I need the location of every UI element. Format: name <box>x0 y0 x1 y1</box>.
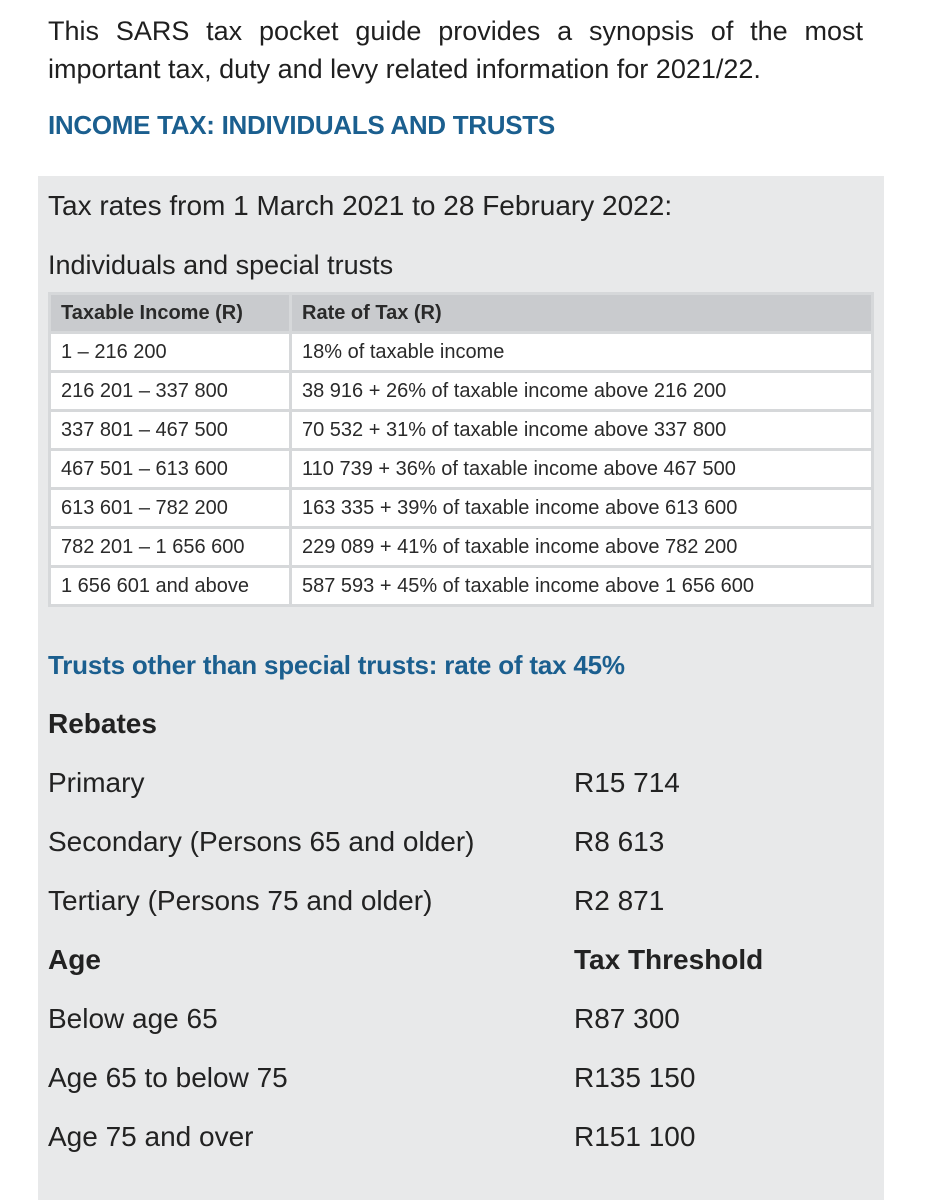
tax-rate-cell: 70 532 + 31% of taxable income above 337 800 <box>291 411 873 450</box>
income-bracket-cell: 467 501 – 613 600 <box>50 450 291 489</box>
trusts-rate-line: Trusts other than special trusts: rate of tax 45% <box>48 650 625 680</box>
tax-period-title: Tax rates from 1 March 2021 to 28 February 2022: <box>48 190 673 221</box>
tax-rate-cell: 110 739 + 36% of taxable income above 467 500 <box>291 450 873 489</box>
rebate-label: Primary <box>48 767 145 798</box>
tax-rate-cell: 38 916 + 26% of taxable income above 216 200 <box>291 372 873 411</box>
table-row <box>50 528 873 567</box>
intro-paragraph: This SARS tax pocket guide provides a synopsis of the most important tax, duty and levy related information for 2021/22. <box>48 16 863 84</box>
table-row <box>50 411 873 450</box>
threshold-value: R151 100 <box>574 1121 696 1152</box>
tax-rate-cell: 229 089 + 41% of taxable income above 782 200 <box>291 528 873 567</box>
income-bracket-cell: 782 201 – 1 656 600 <box>50 528 291 567</box>
rebates-heading: Rebates <box>48 708 157 739</box>
tax-rate-cell: 587 593 + 45% of taxable income above 1 656 600 <box>291 567 873 606</box>
income-bracket-cell: 613 601 – 782 200 <box>50 489 291 528</box>
income-bracket-cell: 1 656 601 and above <box>50 567 291 606</box>
income-bracket-cell: 337 801 – 467 500 <box>50 411 291 450</box>
age-label: Below age 65 <box>48 1003 218 1034</box>
table-row <box>50 450 873 489</box>
threshold-value: R135 150 <box>574 1062 696 1093</box>
section-heading: INCOME TAX: INDIVIDUALS AND TRUSTS <box>48 110 555 140</box>
income-bracket-cell: 1 – 216 200 <box>50 333 291 372</box>
tax-threshold-heading: Tax Threshold <box>574 944 764 975</box>
table-header-row <box>50 294 873 333</box>
tax-rates-table <box>48 292 874 607</box>
rebate-value: R2 871 <box>574 885 665 916</box>
rebate-label: Tertiary (Persons 75 and older) <box>48 885 433 916</box>
age-label: Age 65 to below 75 <box>48 1062 288 1093</box>
header-taxable-income: Taxable Income (R) <box>50 294 291 333</box>
table-caption: Individuals and special trusts <box>48 250 394 280</box>
age-heading: Age <box>48 944 101 975</box>
age-label: Age 75 and over <box>48 1121 254 1152</box>
rebate-value: R15 714 <box>574 767 680 798</box>
threshold-value: R87 300 <box>574 1003 680 1034</box>
income-bracket-cell: 216 201 – 337 800 <box>50 372 291 411</box>
table-row <box>50 333 873 372</box>
tax-rate-cell: 18% of taxable income <box>291 333 873 372</box>
rebate-label: Secondary (Persons 65 and older) <box>48 826 475 857</box>
tax-rate-cell: 163 335 + 39% of taxable income above 613 600 <box>291 489 873 528</box>
table-row <box>50 372 873 411</box>
header-rate-of-tax: Rate of Tax (R) <box>291 294 873 333</box>
rebate-value: R8 613 <box>574 826 665 857</box>
tax-info-panel <box>38 176 884 1200</box>
table-row <box>50 567 873 606</box>
table-row <box>50 489 873 528</box>
